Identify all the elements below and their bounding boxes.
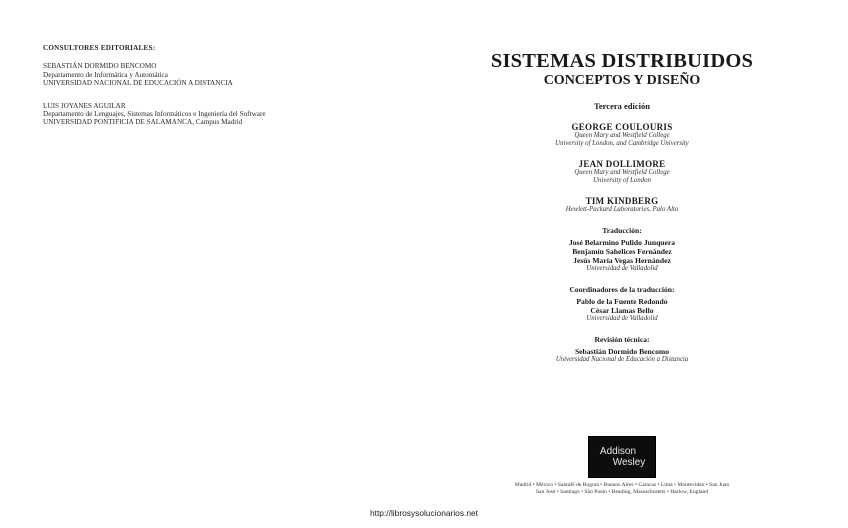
consultant-1-dept: Departamento de Informática y Automática bbox=[43, 70, 168, 79]
consultant-2-dept: Departamento de Lenguajes, Sistemas Informáticos e Ingeniería del Software bbox=[43, 110, 266, 119]
coordinator-name: César Llamas Bello bbox=[590, 306, 654, 315]
review-label: Revisión técnica: bbox=[594, 335, 650, 344]
review-section bbox=[478, 335, 766, 364]
consultant-1-name: SEBASTIÁN DORMIDO BENCOMO bbox=[43, 62, 157, 71]
consultant-2-univ: UNIVERSIDAD PONTIFICIA DE SALAMANCA, Campus Madrid bbox=[43, 118, 243, 127]
translator-name: Benjamín Sahelices Fernández bbox=[572, 247, 672, 256]
editorial-consultants bbox=[43, 44, 373, 141]
footer-url: http://librosysolucionarios.net bbox=[370, 508, 478, 518]
translation-label: Traducción: bbox=[602, 226, 642, 235]
consultant-1 bbox=[43, 62, 373, 87]
cities-line-1: Madrid • México • Santafé de Bogotá • Buenos Aires • Caracas • Lima • Montevideo • San Juan bbox=[514, 482, 730, 488]
book-subtitle: CONCEPTOS Y DISEÑO bbox=[543, 73, 701, 88]
coordinators-section bbox=[478, 285, 766, 323]
author-affiliation: University of London bbox=[593, 177, 651, 184]
author-affiliation: University of London, and Cambridge University bbox=[555, 140, 689, 147]
translation-affiliation: Universidad de Valladolid bbox=[586, 265, 658, 272]
publisher-cities bbox=[478, 482, 766, 496]
coordinators-affiliation: Universidad de Valladolid bbox=[586, 315, 658, 322]
author bbox=[478, 159, 766, 185]
author bbox=[478, 122, 766, 148]
author-affiliation: Queen Mary and Westfield College bbox=[574, 169, 670, 176]
title-page bbox=[478, 50, 766, 364]
translator-name: José Belarmino Pulido Junquera bbox=[568, 238, 676, 247]
logo-line-2: Wesley bbox=[612, 457, 646, 468]
book-title: SISTEMAS DISTRIBUIDOS bbox=[490, 50, 754, 72]
review-affiliation: Universidad Nacional de Educación a Distancia bbox=[555, 356, 689, 363]
consultant-2 bbox=[43, 102, 373, 127]
logo-line-1: Addison bbox=[599, 446, 637, 457]
book-edition: Tercera edición bbox=[594, 101, 650, 111]
author-name: TIM KINDBERG bbox=[585, 196, 659, 206]
author-affiliation: Hewlett-Packard Laboratories, Palo Alto bbox=[565, 206, 679, 213]
consultant-2-name: LUIS JOYANES AGUILAR bbox=[43, 101, 126, 110]
author-affiliation: Queen Mary and Westfield College bbox=[574, 132, 670, 139]
coordinator-name: Pablo de la Fuente Redondo bbox=[576, 297, 668, 306]
translator-name: Jesús María Vegas Hernández bbox=[573, 256, 671, 265]
reviewer-name: Sebastián Dormido Bencomo bbox=[574, 347, 670, 356]
coordinators-label: Coordinadores de la traducción: bbox=[569, 285, 675, 294]
consultant-1-univ: UNIVERSIDAD NACIONAL DE EDUCACIÓN A DISTANCIA bbox=[43, 79, 233, 88]
translation-section bbox=[478, 226, 766, 273]
author-name: JEAN DOLLIMORE bbox=[578, 159, 666, 169]
publisher-logo bbox=[588, 436, 656, 478]
author bbox=[478, 196, 766, 214]
cities-line-2: San José • Santiago • São Paulo • Reading, Massachusetts • Harlow, England bbox=[535, 489, 709, 495]
author-name: GEORGE COULOURIS bbox=[571, 122, 673, 132]
consultants-heading: CONSULTORES EDITORIALES: bbox=[43, 44, 156, 52]
